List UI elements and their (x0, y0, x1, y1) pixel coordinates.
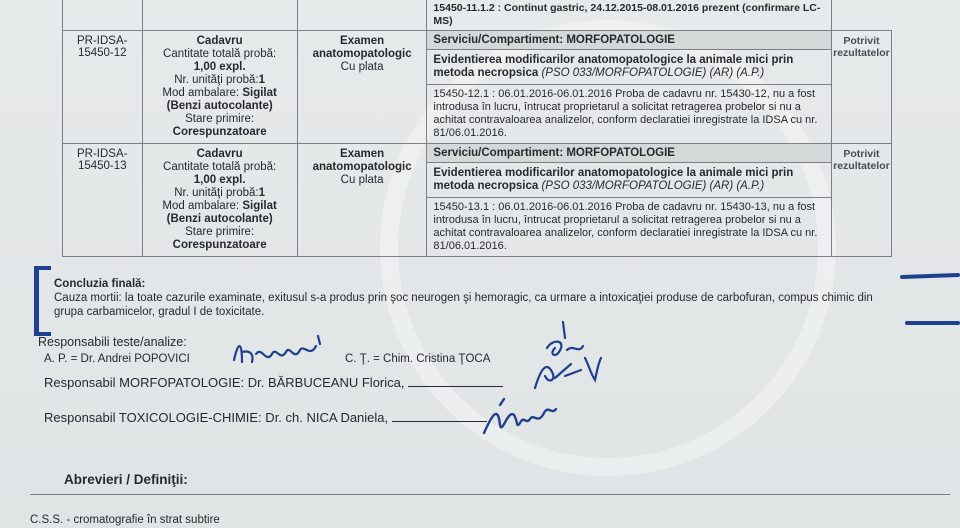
units-label: Nr. unităţi probă: (174, 187, 259, 199)
packaging-label: Mod ambalare: (162, 87, 240, 99)
signature-popovici (228, 332, 328, 372)
signature-line (408, 386, 503, 387)
exam-payment: Cu plata (340, 61, 384, 73)
ink-line-mark (905, 321, 960, 325)
responsible-morfopatologie (44, 375, 503, 390)
responsibles-title: Responsabili teste/analize: (38, 335, 187, 349)
total-qty: 1,00 expl. (193, 174, 246, 186)
record-id: PR-IDSA-15450-12 (63, 31, 143, 144)
abbreviations-title: Abrevieri / Definiţii: (64, 472, 188, 487)
result-note: 15450-12.1 : 06.01.2016-06.01.2016 Proba de cadavru nr. 15430-12, nu a fost introdusa în lucru, întrucat proprietarul a solicitat retragerea probelor si nu a achitat contravaloarea analizelor, conform declaratiei inregistrate la IDSA cu nr. 81/06.01.2016. (433, 88, 818, 139)
service-title: Serviciu/Compartiment: MORFOPATOLOGIE (427, 144, 830, 163)
method-text: Evidentierea modificarilor anatomopatologice la animale mici prin metoda necropsica (433, 167, 794, 192)
total-qty-label: Cantitate totală probă: (163, 48, 277, 60)
sample-info (142, 144, 297, 257)
record-row (63, 144, 892, 257)
result-cell: Potrivit rezultatelor (831, 144, 891, 257)
sample-type: Cadavru (196, 148, 243, 160)
continued-row-text: 15450-11.1.2 : Continut gastric, 24.12.2015-08.01.2016 prezent (confirmare LC-MS) (427, 0, 831, 31)
result-note: 15450-13.1 : 06.01.2016-06.01.2016 Proba de cadavru nr. 15430-13, nu a fost introdusa în lucru, întrucat proprietarul a solicitat retragerea probelor si nu a achitat contravaloarea analizelor, conform declaratiei inregistrate la IDSA cu nr. 81/06.01.2016. (433, 201, 818, 252)
packaging-value: Sigilat (Benzi autocolante) (166, 200, 277, 225)
exam-info (297, 31, 427, 144)
exam-title: Examen anatomopatologic (312, 148, 412, 173)
conclusion-title: Concluzia finală: (54, 278, 146, 290)
responsible-ct: C. Ţ. = Chim. Cristina ŢOCA (345, 353, 491, 365)
method-text: Evidentierea modificarilor anatomopatologice la animale mici prin metoda necropsica (433, 54, 794, 79)
sample-info (142, 31, 297, 144)
responsible-toxicologie-text: Responsabil TOXICOLOGIE-CHIMIE: Dr. ch. NICA Daniela, (44, 410, 389, 425)
signature-nica (480, 395, 560, 440)
signature-line (392, 421, 487, 422)
state-value: Corespunzatoare (172, 239, 267, 251)
method-ref: (PSO 033/MORFOPATOLOGIE) (AR) (A.P.) (541, 67, 765, 79)
units-value: 1 (258, 74, 266, 86)
state-value: Corespunzatoare (172, 126, 267, 138)
state-label: Stare primire: (185, 226, 255, 238)
ink-line-mark (900, 273, 960, 279)
total-qty: 1,00 expl. (193, 61, 246, 73)
responsible-morfopatologie-text: Responsabil MORFOPATOLOGIE: Dr. BĂRBUCEANU Florica, (44, 375, 405, 390)
service-cell (427, 31, 831, 144)
result-cell: Potrivit rezultatelor (831, 31, 891, 144)
exam-info (297, 144, 427, 257)
sample-type: Cadavru (196, 35, 243, 47)
service-title: Serviciu/Compartiment: MORFOPATOLOGIE (427, 31, 830, 50)
final-conclusion (48, 274, 905, 322)
record-row (63, 31, 892, 144)
conclusion-text: Cauza mortii: la toate cazurile examinate, exitusul s-a produs prin şoc neurogen şi hemoragic, ca urmare a intoxicaţiei produse de carbofuran, compus chimic din grupa carbamicelor, gradul I de toxicitate. (54, 292, 873, 318)
exam-payment: Cu plata (340, 174, 384, 186)
total-qty-label: Cantitate totală probă: (163, 161, 277, 173)
signature-toca (525, 318, 605, 393)
method-block (427, 163, 830, 198)
units-value: 1 (258, 187, 266, 199)
state-label: Stare primire: (185, 113, 255, 125)
method-ref: (PSO 033/MORFOPATOLOGIE) (AR) (A.P.) (541, 180, 765, 192)
service-cell (427, 144, 831, 257)
units-label: Nr. unităţi probă: (174, 74, 259, 86)
responsible-toxicologie (44, 410, 487, 425)
packaging-value: Sigilat (Benzi autocolante) (166, 87, 277, 112)
continued-row (63, 0, 892, 31)
method-block (427, 50, 830, 85)
records-table (62, 0, 892, 257)
divider (30, 494, 950, 495)
abbreviation-css: C.S.S. - cromatografie în strat subtire (30, 514, 220, 526)
record-id: PR-IDSA-15450-13 (63, 144, 143, 257)
exam-title: Examen anatomopatologic (312, 35, 412, 60)
responsible-ap: A. P. = Dr. Andrei POPOVICI (44, 353, 190, 365)
packaging-label: Mod ambalare: (162, 200, 240, 212)
